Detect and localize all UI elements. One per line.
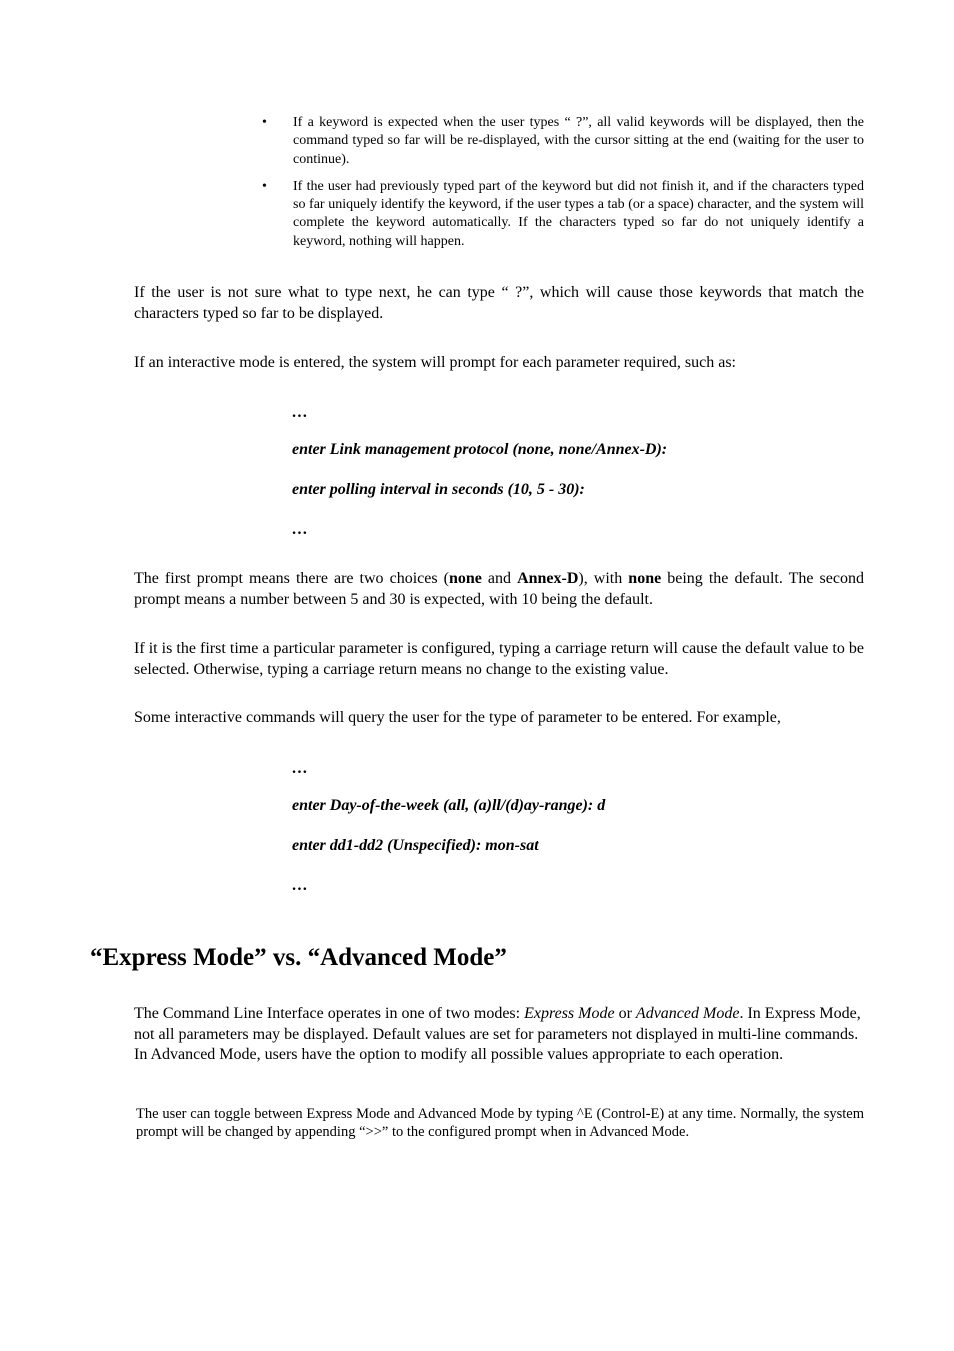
prompt-ellipsis: … — [292, 521, 308, 538]
paragraph-some-interactive: Some interactive commands will query the user for the type of parameter to be entered. For example, — [134, 709, 781, 726]
prompt-line: enter dd1-dd2 (Unspecified): mon-sat — [292, 837, 539, 854]
paragraph-toggle: The user can toggle between Express Mode and Advanced Mode by typing ^E (Control-E) at any time. Normally, the system prompt will be changed by appending “>>” to the configured prompt when in Advanced Mode. — [136, 1106, 864, 1141]
bullet-text: If the user had previously typed part of the keyword but did not finish it, and if the characters typed so far uniquely identify the keyword, if the user types a tab (or a space) character, and the system will complete the keyword automatically. If the characters typed so far do not uniquely identify a keyword, nothing will happen. — [293, 178, 864, 249]
bold-keyword: none — [628, 570, 662, 587]
section-heading: “Express Mode” vs. “Advanced Mode” — [90, 944, 507, 971]
bullet-item — [262, 114, 864, 169]
bullet-item — [262, 178, 864, 251]
text-run: ), with — [578, 570, 629, 587]
prompt-line: enter Day-of-the-week (all, (a)ll/(d)ay-range): d — [292, 797, 606, 814]
paragraph-first-time: If it is the first time a particular parameter is configured, typing a carriage return will cause the default value to be selected. Otherwise, typing a carriage return means no change to the existing value. — [134, 640, 864, 678]
prompt-ellipsis: … — [292, 877, 308, 894]
prompt-ellipsis: … — [292, 404, 308, 421]
text-run: and — [481, 570, 518, 587]
paragraph-interactive-mode: If an interactive mode is entered, the system will prompt for each parameter required, such as: — [134, 354, 736, 371]
prompt-line: enter Link management protocol (none, none/Annex-D): — [292, 441, 668, 458]
text-run: . In Express Mode, not all parameters may be displayed. Default values are set for parameters not displayed in multi-line commands. In Advanced Mode, users have the option to modify all possible values appropriate to each operation. — [134, 1005, 861, 1063]
text-run: The Command Line Interface operates in one of two modes: — [134, 1005, 525, 1022]
paragraph-not-sure: If the user is not sure what to type next, he can type “ ?”, which will cause those keywords that match the characters typed so far to be displayed. — [134, 284, 864, 322]
text-run: or — [614, 1005, 636, 1022]
text-run: being the default. The second prompt means a number between 5 and 30 is expected, with 10 being the default. — [134, 570, 864, 608]
prompt-line: enter polling interval in seconds (10, 5 - 30): — [292, 481, 585, 498]
bullet-text: If a keyword is expected when the user types “ ?”, all valid keywords will be displayed, then the command typed so far will be re-displayed, with the cursor sitting at the end (waiting for the user to continue). — [293, 115, 864, 167]
bold-keyword: none — [448, 570, 482, 587]
italic-term: Express Mode — [524, 1005, 615, 1022]
prompt-ellipsis: … — [292, 760, 308, 777]
paragraph-first-prompt — [134, 569, 864, 610]
text-run: The first prompt means there are two choices ( — [134, 570, 449, 587]
bullet-icon: • — [262, 115, 267, 130]
paragraph-cli-modes — [134, 1004, 864, 1066]
italic-term: Advanced Mode — [635, 1005, 740, 1022]
bold-keyword: Annex-D — [517, 570, 579, 587]
bullet-list — [262, 114, 864, 260]
bullet-icon: • — [262, 178, 267, 194]
